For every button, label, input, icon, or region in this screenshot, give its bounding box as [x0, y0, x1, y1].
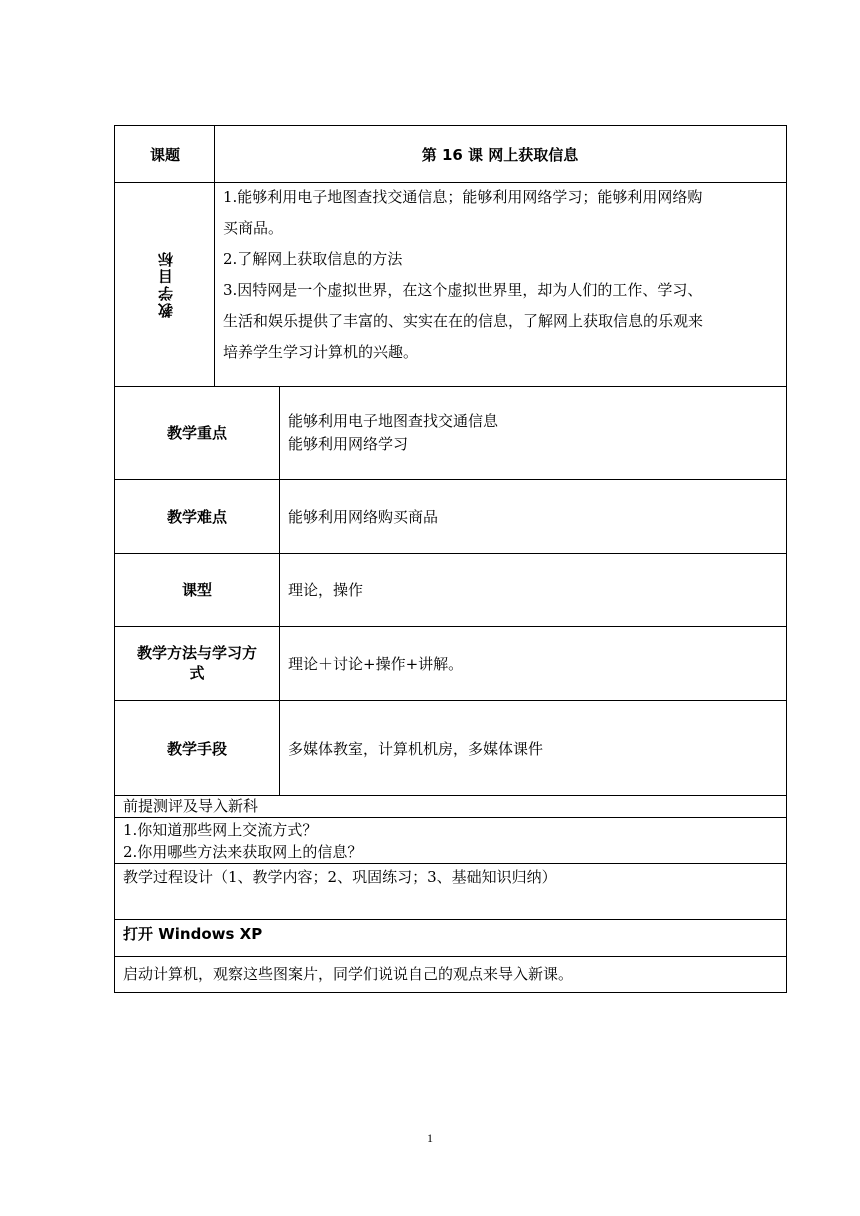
objective-line: 培养学生学习计算机的兴趣。 — [223, 343, 419, 361]
objectives-label: 教学目标 — [156, 250, 175, 318]
key-point-line: 能够利用电子地图查找交通信息 — [288, 411, 499, 430]
objective-line: 生活和娱乐提供了丰富的、实实在在的信息，了解网上获取信息的乐观来 — [223, 312, 704, 330]
objective-line: 买商品。 — [223, 219, 284, 237]
page-number: 1 — [427, 1131, 433, 1145]
means-label: 教学手段 — [166, 739, 227, 758]
difficulty-label: 教学难点 — [166, 507, 227, 526]
method-label-line: 式 — [189, 664, 205, 682]
open-windows-row — [114, 920, 787, 957]
key-points-value — [280, 386, 785, 479]
method-label-line: 教学方法与学习方 — [136, 644, 257, 662]
method-label — [115, 626, 279, 700]
intro-section-title: 前提测评及导入新科 — [123, 797, 259, 815]
objective-line: 2.了解网上获取信息的方法 — [223, 250, 403, 268]
question-line: 1.你知道那些网上交流方式？ — [123, 821, 318, 839]
method-value: 理论＋讨论+操作+讲解。 — [288, 654, 464, 673]
objectives-text — [215, 182, 785, 368]
objective-line: 3.因特网是一个虚拟世界，在这个虚拟世界里，却为人们的工作、学习、 — [223, 281, 703, 299]
difficulty-value: 能够利用网络购买商品 — [288, 507, 439, 526]
lesson-plan-table — [114, 125, 787, 796]
open-windows-heading: 打开 Windows XP — [123, 925, 263, 943]
lesson-type-value: 理论，操作 — [288, 581, 364, 599]
key-point-line: 能够利用网络学习 — [288, 434, 409, 453]
process-title: 教学过程设计（1、教学内容；2、巩固练习；3、基础知识归纳） — [123, 868, 557, 886]
means-value: 多媒体教室，计算机机房，多媒体课件 — [288, 739, 544, 758]
key-points-label: 教学重点 — [166, 424, 227, 442]
lesson-type-label: 课型 — [181, 581, 212, 599]
question-line: 2.你用哪些方法来获取网上的信息？ — [123, 843, 363, 861]
questions-row — [114, 818, 787, 864]
objective-line: 1.能够利用电子地图查找交通信息；能够利用网络学习；能够利用网络购 — [223, 188, 703, 206]
intro-section-row — [114, 796, 787, 818]
topic-title: 第 16 课 网上获取信息 — [421, 145, 579, 164]
process-row — [114, 864, 787, 920]
startup-text: 启动计算机，观察这些图案片，同学们说说自己的观点来导入新课。 — [123, 965, 574, 983]
objectives-label-cell — [115, 182, 215, 386]
startup-row — [114, 957, 787, 993]
topic-label: 课题 — [149, 145, 180, 164]
